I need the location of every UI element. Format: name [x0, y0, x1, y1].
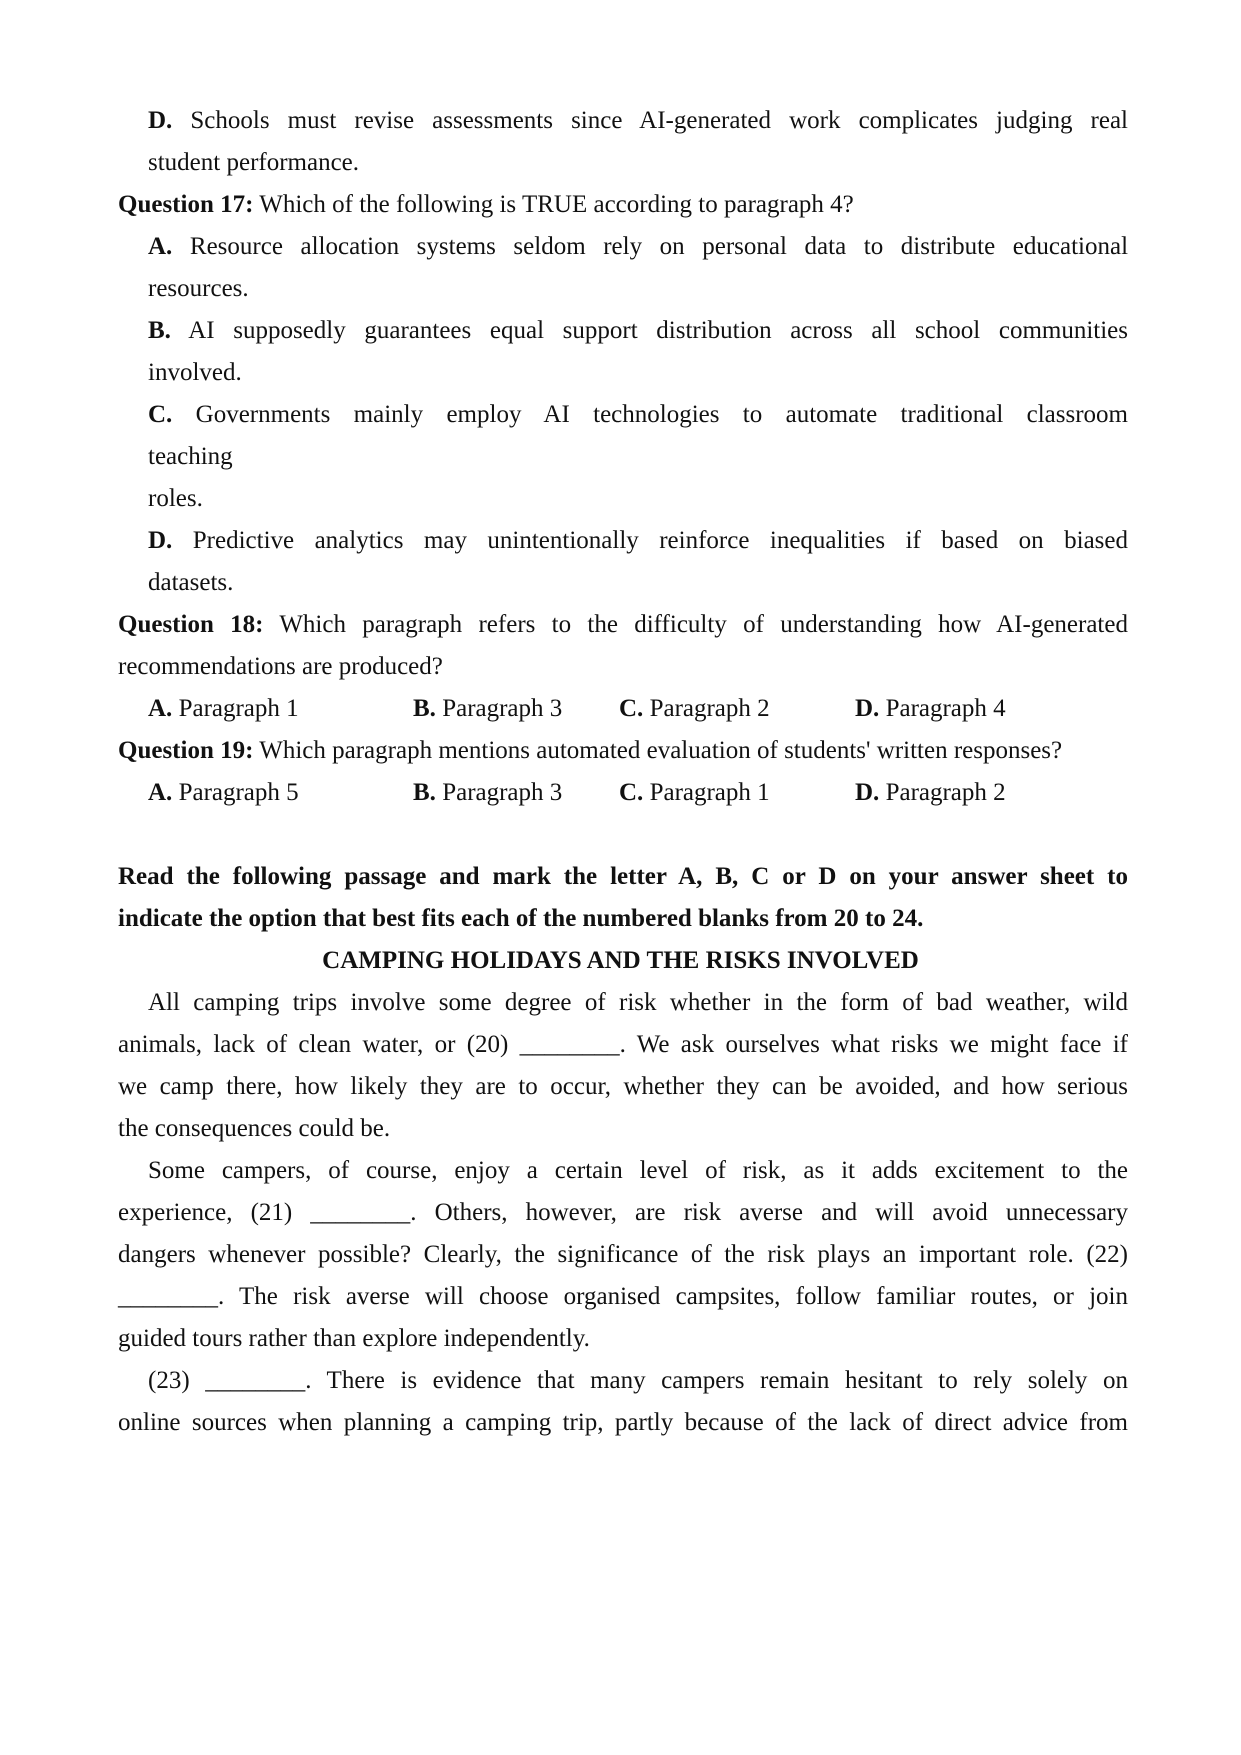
question-text: Which paragraph mentions automated evaluation of students' written responses? [259, 737, 1063, 764]
passage-line: dangers whenever possible? Clearly, the significance of the risk plays an important role. (22) [118, 1241, 1128, 1268]
passage-line: Some campers, of course, enjoy a certain level of risk, as it adds excitement to the [148, 1157, 1128, 1184]
q17-option-a-cont: resources. [148, 275, 249, 302]
option-letter: D. [855, 779, 880, 806]
option-text: Paragraph 3 [442, 779, 563, 806]
passage-line: experience, (21) ________. Others, however, are risk averse and will avoid unnecessary [118, 1199, 1128, 1226]
q17-option-d-cont: datasets. [148, 569, 234, 596]
option-text: Paragraph 2 [649, 695, 770, 722]
instruction-line-2: indicate the option that best fits each of the numbered blanks from 20 to 24. [118, 905, 924, 932]
q16-option-d-cont: student performance. [148, 149, 360, 176]
passage-line: we camp there, how likely they are to occur, whether they can be avoided, and how serious [118, 1073, 1128, 1100]
option-text: Resource allocation systems seldom rely on personal data to distribute educational [189, 233, 1129, 260]
option-text: Paragraph 3 [442, 695, 563, 722]
q19-option-c [619, 778, 770, 808]
q17-option-c-cont: teaching [148, 443, 233, 470]
option-text: Paragraph 1 [649, 779, 770, 806]
question-label: Question 18: [118, 611, 264, 638]
question-label: Question 17: [118, 191, 254, 218]
option-letter: C. [148, 401, 173, 428]
q18-stem-cont: recommendations are produced? [118, 653, 443, 680]
passage-line: online sources when planning a camping trip, partly because of the lack of direct advice from [118, 1409, 1128, 1436]
option-text: Paragraph 5 [178, 779, 299, 806]
option-text: Paragraph 4 [885, 695, 1006, 722]
option-letter: A. [148, 233, 173, 260]
option-text: Schools must revise assessments since AI-generated work complicates judging real [190, 107, 1129, 134]
instruction-line-1: Read the following passage and mark the letter A, B, C or D on your answer sheet to [118, 863, 1128, 890]
question-label: Question 19: [118, 737, 254, 764]
passage-line: (23) ________. There is evidence that many campers remain hesitant to rely solely on [148, 1367, 1128, 1394]
question-text: Which of the following is TRUE according to paragraph 4? [259, 191, 854, 218]
option-text: Paragraph 1 [178, 695, 299, 722]
q19-option-d [855, 778, 1006, 808]
passage-title: CAMPING HOLIDAYS AND THE RISKS INVOLVED [322, 947, 919, 974]
option-letter: B. [148, 317, 171, 344]
option-letter: A. [148, 779, 173, 806]
option-letter: C. [619, 779, 644, 806]
option-letter: C. [619, 695, 644, 722]
passage-line: All camping trips involve some degree of risk whether in the form of bad weather, wild [148, 989, 1128, 1016]
q17-option-c [148, 400, 1128, 430]
q18-option-a [148, 694, 299, 724]
option-letter: B. [413, 695, 436, 722]
option-letter: A. [148, 695, 173, 722]
option-text: Paragraph 2 [885, 779, 1006, 806]
passage-line: animals, lack of clean water, or (20) ________. We ask ourselves what risks we might face if [118, 1031, 1128, 1058]
option-text: AI supposedly guarantees equal support distribution across all school communities [188, 317, 1128, 344]
q19-option-b [413, 778, 562, 808]
option-letter: D. [855, 695, 880, 722]
option-text: Governments mainly employ AI technologies to automate traditional classroom [195, 401, 1129, 428]
option-letter: B. [413, 779, 436, 806]
q17-option-c-cont2: roles. [148, 485, 203, 512]
option-letter: D. [148, 527, 173, 554]
q19-option-a [148, 778, 299, 808]
q17-stem [118, 190, 854, 220]
q16-option-d [148, 106, 1128, 136]
q19-stem [118, 736, 1062, 766]
passage-line: guided tours rather than explore independently. [118, 1325, 590, 1352]
question-text: Which paragraph refers to the difficulty of understanding how AI-generated [279, 611, 1128, 638]
q18-option-d [855, 694, 1006, 724]
q17-option-b [148, 316, 1128, 346]
option-letter: D. [148, 107, 173, 134]
option-text: Predictive analytics may unintentionally reinforce inequalities if based on biased [192, 527, 1129, 554]
passage-line: ________. The risk averse will choose organised campsites, follow familiar routes, or join [118, 1283, 1128, 1310]
q18-option-c [619, 694, 770, 724]
q17-option-d [148, 526, 1128, 556]
q17-option-a [148, 232, 1128, 262]
q18-option-b [413, 694, 562, 724]
q18-stem [118, 610, 1128, 640]
q17-option-b-cont: involved. [148, 359, 242, 386]
passage-line: the consequences could be. [118, 1115, 391, 1142]
